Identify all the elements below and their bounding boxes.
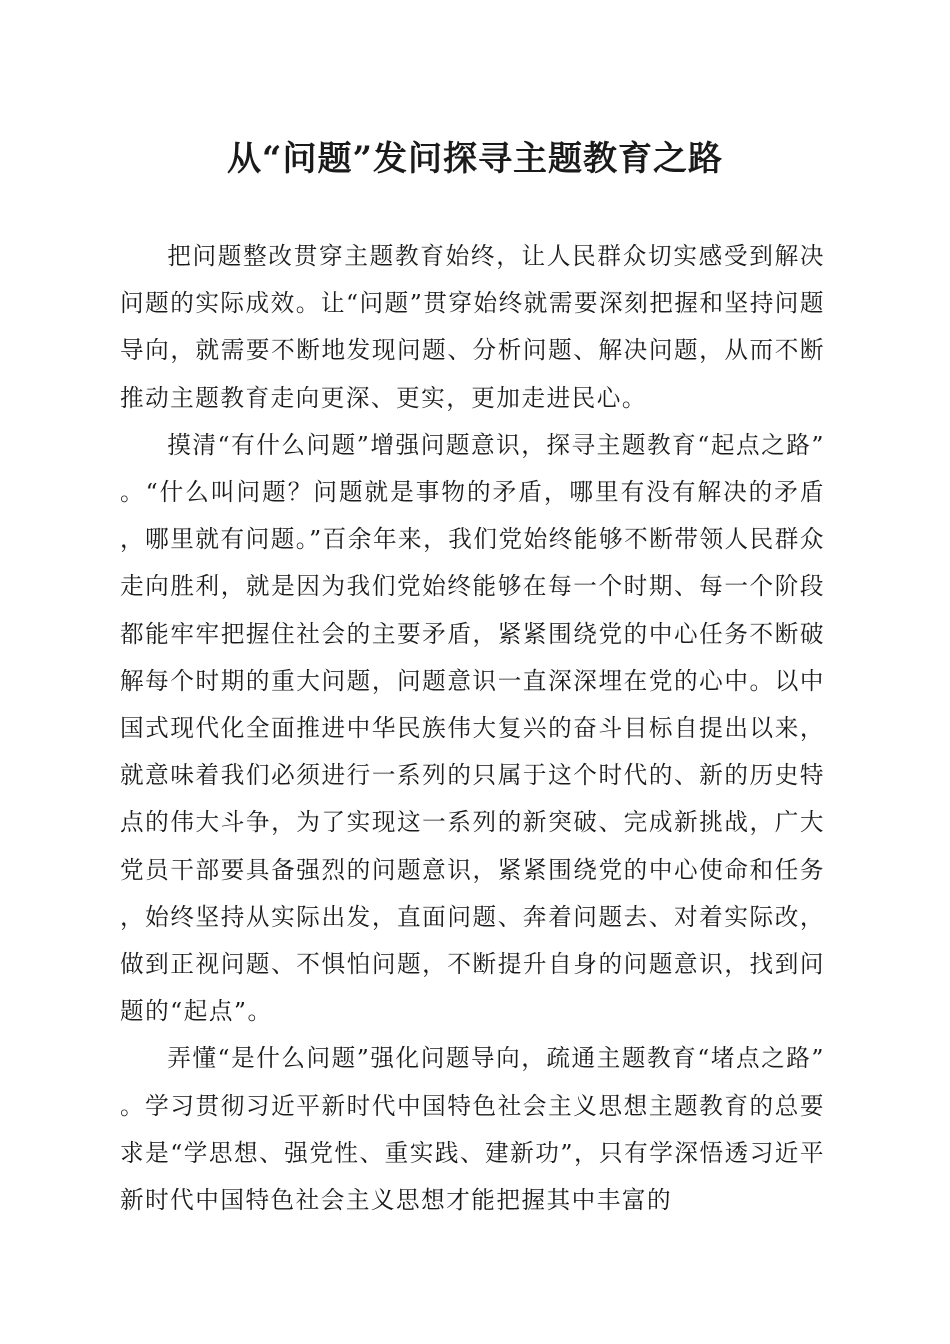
document-title: 从“问题”发问探寻主题教育之路 — [226, 139, 724, 179]
document-body — [120, 233, 825, 1224]
paragraph-3: 弄懂“是什么问题”强化问题导向，疏通主题教育“堵点之路”。学习贯彻习近平新时代中国特色社会主义思想主题教育的总要求是“学思想、强党性、重实践、建新功”，只有学深悟透习近平新时代中国特色社会主义思想才能把握其中丰富的 — [120, 1044, 825, 1215]
paragraph-2: 摸清“有什么问题”增强问题意识，探寻主题教育“起点之路”。“什么叫问题？问题就是事物的矛盾，哪里有没有解决的矛盾，哪里就有问题。”百余年来，我们党始终能够不断带领人民群众走向胜利，就是因为我们党始终能够在每一个时期、每一个阶段都能牢牢把握住社会的主要矛盾，紧紧围绕党的中心任务不断破解每个时期的重大问题，问题意识一直深深埋在党的心中。以中国式现代化全面推进中华民族伟大复兴的奋斗目标自提出以来，就意味着我们必须进行一系列的只属于这个时代的、新的历史特点的伟大斗争，为了实现这一系列的新突破、完成新挑战，广大党员干部要具备强烈的问题意识，紧紧围绕党的中心使命和任务，始终坚持从实际出发，直面问题、奔着问题去、对着实际改，做到正视问题、不惧怕问题，不断提升自身的问题意识，找到问题的“起点”。 — [120, 430, 825, 1026]
paragraph-1: 把问题整改贯穿主题教育始终，让人民群众切实感受到解决问题的实际成效。让“问题”贯穿始终就需要深刻把握和坚持问题导向，就需要不断地发现问题、分析问题、解决问题，从而不断推动主题教育走向更深、更实，更加走进民心。 — [120, 242, 825, 412]
